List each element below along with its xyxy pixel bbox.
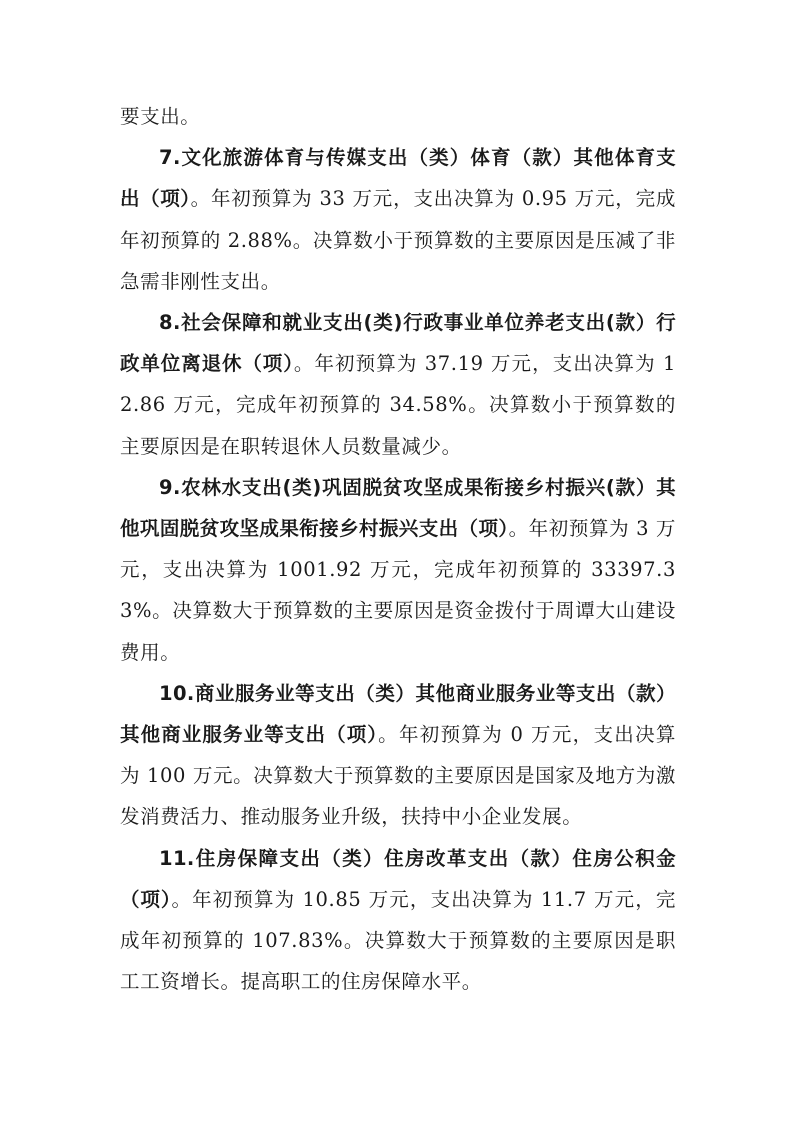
paragraph-item-8: [120, 302, 676, 467]
paragraph-item-10: [120, 673, 676, 838]
paragraph-body: 。年初预算为 3 万元，支出决算为 1001.92 万元，完成年初预算的 33397.33%。决算数大于预算数的主要原因是资金拨付于周谭大山建设费用。: [120, 517, 676, 664]
item-heading: 11.住房保障支出（类）住房改革支出（款）住房公积金（项）: [120, 846, 676, 911]
item-heading: 8.社会保障和就业支出(类)行政事业单位养老支出(款）行政单位离退休（项）: [120, 311, 676, 376]
paragraph-body: 。年初预算为 37.19 万元，支出决算为 12.86 万元，完成年初预算的 34.58%。决算数小于预算数的主要原因是在职转退休人员数量减少。: [120, 352, 676, 458]
paragraph-body: 要支出。: [120, 105, 201, 128]
paragraph-item-9: [120, 467, 676, 673]
paragraph-body: 。年初预算为 0 万元，支出决算为 100 万元。决算数大于预算数的主要原因是国家及地方为激发消费活力、推动服务业升级，扶持中小企业发展。: [120, 723, 677, 829]
paragraph-body: 。年初预算为 10.85 万元，支出决算为 11.7 万元，完成年初预算的 107.83%。决算数大于预算数的主要原因是职工工资增长。提高职工的住房保障水平。: [120, 887, 677, 994]
paragraph-item-11: [120, 838, 676, 1003]
document-page: [120, 96, 676, 1002]
paragraph-body: 。年初预算为 33 万元，支出决算为 0.95 万元，完成年初预算的 2.88%。决算数小于预算数的主要原因是压减了非急需非刚性支出。: [120, 187, 676, 293]
item-heading: 10.商业服务业等支出（类）其他商业服务业等支出（款）其他商业服务业等支出（项）: [120, 681, 676, 747]
item-heading: 7.文化旅游体育与传媒支出（类）体育（款）其他体育支出（项）: [120, 146, 676, 211]
paragraph-item-7: [120, 137, 676, 302]
item-heading: 9.农林水支出(类)巩固脱贫攻坚成果衔接乡村振兴(款）其他巩固脱贫攻坚成果衔接乡村振兴支出（项）: [120, 475, 676, 541]
paragraph-continuation: [120, 96, 676, 137]
